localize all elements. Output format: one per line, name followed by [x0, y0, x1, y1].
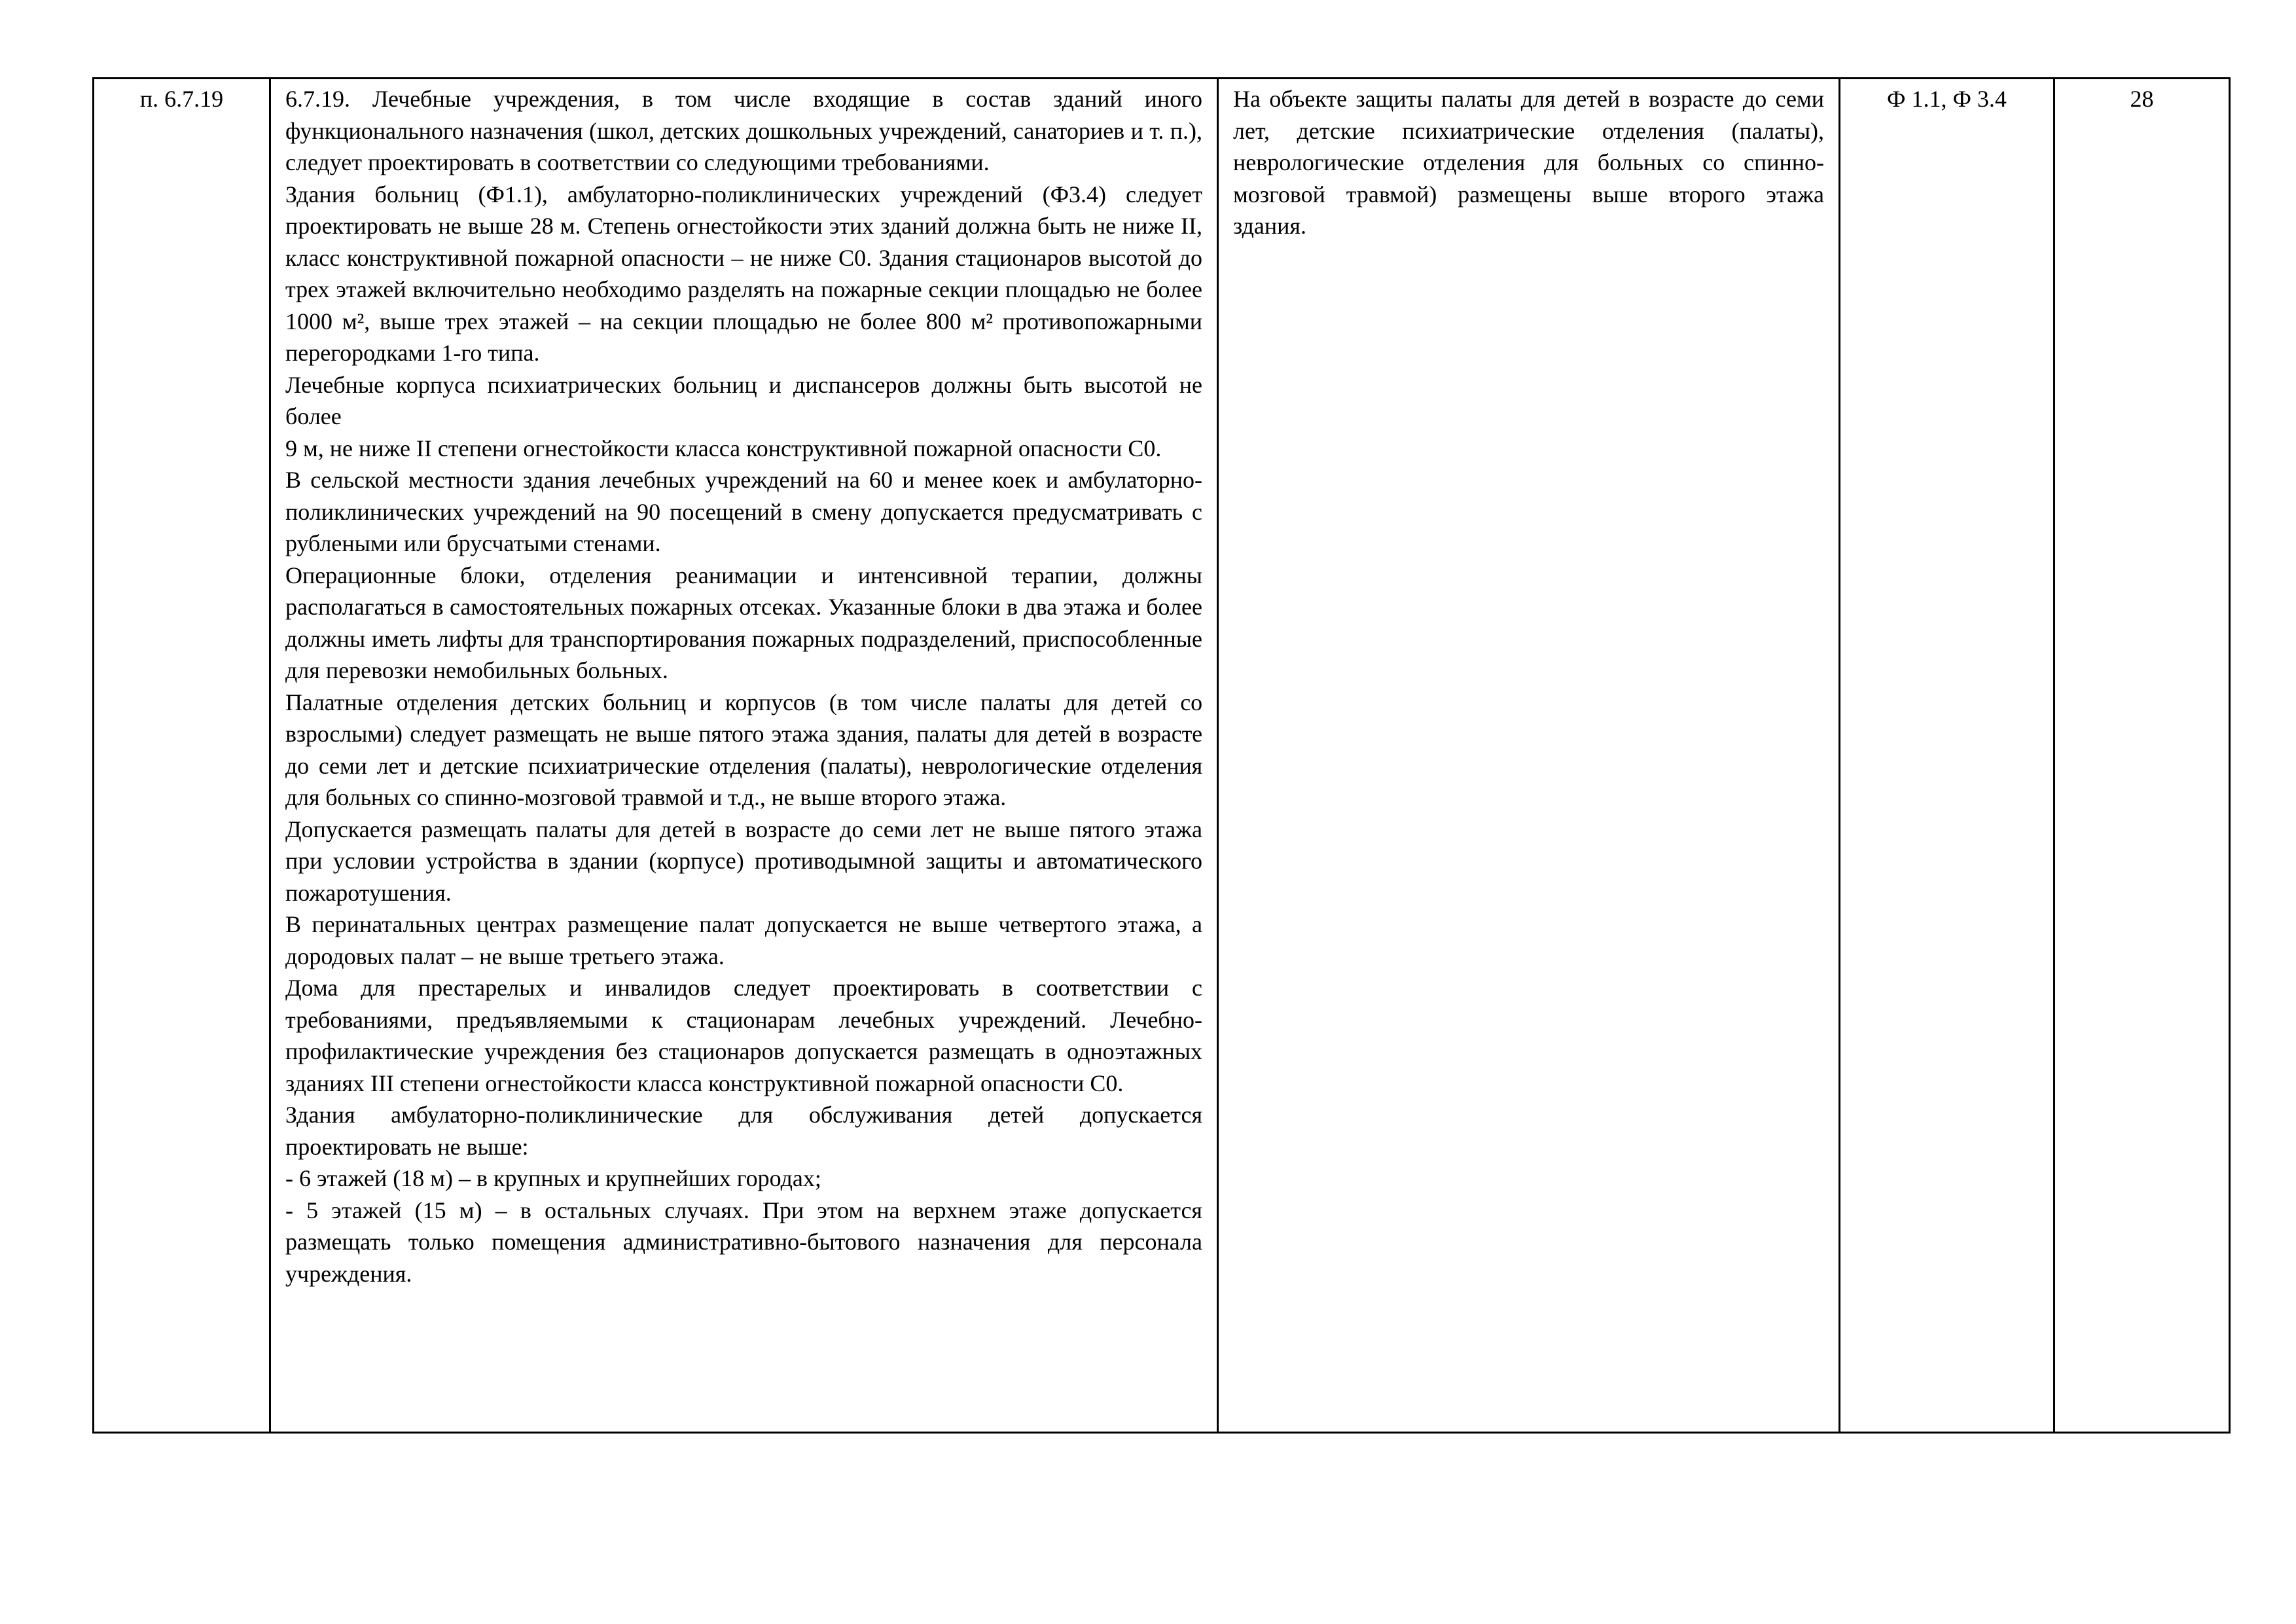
requirement-paragraph: Здания больниц (Ф1.1), амбулаторно-поликлинических учреждений (Ф3.4) следует проектировать не выше 28 м. Степень огнестойкости этих зданий должна быть не ниже II, класс конструктивной пожарной опасности – не ниже С0. Здания стационаров высотой до трех этажей включительно необходимо разделять на пожарные секции площадью не более 1000 м², выше трех этажей – на секции площадью не более 800 м² противопожарными перегородками 1-го типа.	[285, 181, 1202, 366]
class-cell: Ф 1.1, Ф 3.4	[1840, 79, 2054, 1433]
requirement-paragraph: Операционные блоки, отделения реанимации и интенсивной терапии, должны располагаться в самостоятельных пожарных отсеках. Указанные блоки в два этажа и более должны иметь лифты для транспортирования пожарных подразделений, приспособленные для перевозки немобильных больных.	[285, 562, 1202, 683]
requirement-paragraph: - 5 этажей (15 м) – в остальных случаях. При этом на верхнем этаже допускается размещать только помещения административно-бытового назначения для персонала учреждения.	[285, 1197, 1202, 1287]
table-row	[94, 79, 2230, 1433]
requirement-paragraph: Допускается размещать палаты для детей в возрасте до семи лет не выше пятого этажа при условии устройства в здании (корпусе) противодымной защиты и автоматического пожаротушения.	[285, 816, 1202, 906]
requirement-paragraph: - 6 этажей (18 м) – в крупных и крупнейших городах;	[285, 1165, 821, 1191]
requirement-paragraph: 6.7.19. Лечебные учреждения, в том числе входящие в состав зданий иного функционального назначения (школ, детских дошкольных учреждений, санаториев и т. п.), следует проектировать в соответствии со следующими требованиями.	[285, 86, 1202, 175]
clause-cell: п. 6.7.19	[94, 79, 270, 1433]
requirement-paragraph: 9 м, не ниже II степени огнестойкости класса конструктивной пожарной опасности С0.	[285, 435, 1162, 461]
violation-cell: На объекте защиты палаты для детей в возрасте до семи лет, детские психиатрические отделения (палаты), неврологические отделения для больных со спинно-мозговой травмой) размещены выше второго этажа здания.	[1218, 79, 1840, 1433]
number-cell: 28	[2054, 79, 2230, 1433]
requirement-paragraph: Дома для престарелых и инвалидов следует проектировать в соответствии с требованиями, предъявляемыми к стационарам лечебных учреждений. Лечебно-профилактические учреждения без стационаров допускается размещать в одноэтажных зданиях III степени огнестойкости класса конструктивной пожарной опасности С0.	[285, 975, 1202, 1096]
requirement-paragraph: Лечебные корпуса психиатрических больниц и диспансеров должны быть высотой не более	[285, 371, 1202, 429]
requirement-paragraph: Палатные отделения детских больниц и корпусов (в том числе палаты для детей со взрослыми) следует размещать не выше пятого этажа здания, палаты для детей в возрасте до семи лет и детские психиатрические отделения (палаты), неврологические отделения для больных со спинно-мозговой травмой и т.д., не выше второго этажа.	[285, 689, 1202, 810]
requirement-paragraph: В сельской местности здания лечебных учреждений на 60 и менее коек и амбулаторно-поликлинических учреждений на 90 посещений в смену допускается предусматривать с рублеными или брусчатыми стенами.	[285, 467, 1202, 556]
requirement-paragraph: Здания амбулаторно-поликлинические для обслуживания детей допускается проектировать не выше:	[285, 1102, 1202, 1160]
regulation-table	[92, 77, 2231, 1434]
requirement-paragraph: В перинатальных центрах размещение палат допускается не выше четвертого этажа, а дородовых палат – не выше третьего этажа.	[285, 911, 1202, 969]
requirement-cell	[270, 79, 1218, 1433]
